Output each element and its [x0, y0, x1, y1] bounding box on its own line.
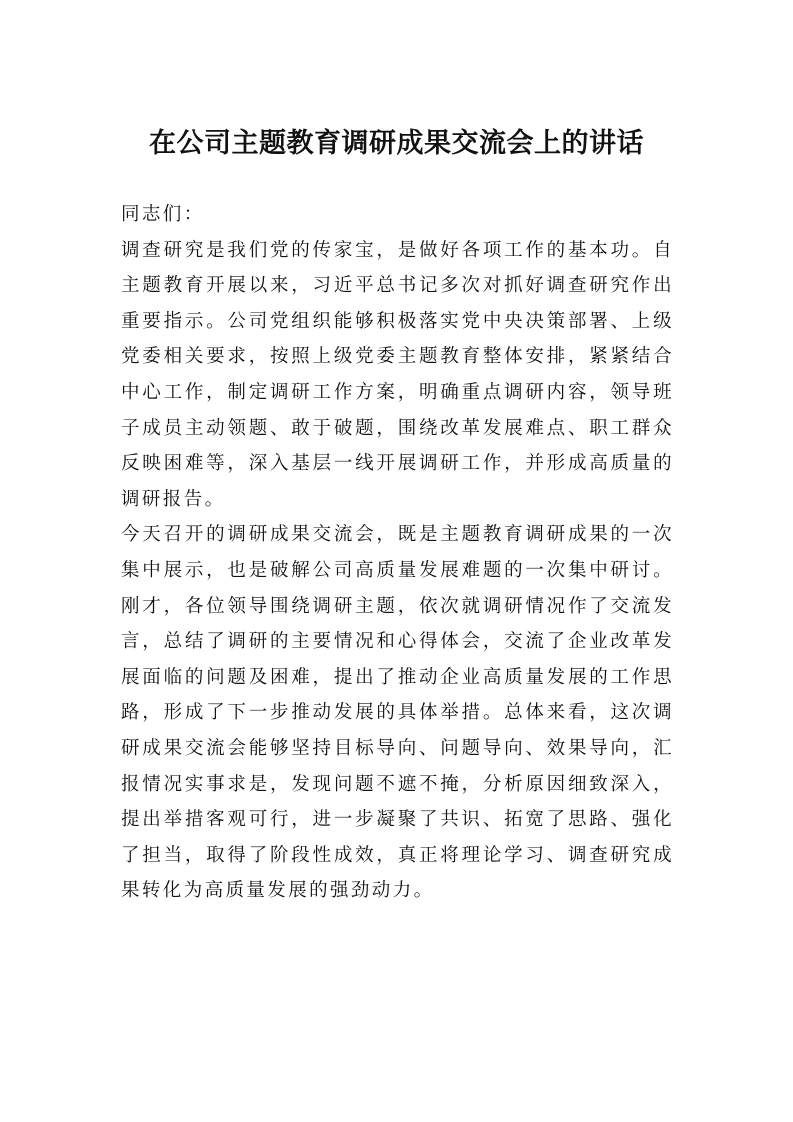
paragraph-1: 调查研究是我们党的传家宝，是做好各项工作的基本功。自主题教育开展以来，习近平总书记多次对抓好调查研究作出重要指示。公司党组织能够积极落实党中央决策部署、上级党委相关要求，按照上级党委主题教育整体安排，紧紧结合中心工作，制定调研工作方案，明确重点调研内容，领导班子成员主动领题、敢于破题，围绕改革发展难点、职工群众反映困难等，深入基层一线开展调研工作，并形成高质量的调研报告。: [121, 239, 674, 510]
salutation: 同志们：: [121, 204, 205, 225]
document-title: 在公司主题教育调研成果交流会上的讲话: [149, 128, 644, 159]
paragraph-2: 今天召开的调研成果交流会，既是主题教育调研成果的一次集中展示，也是破解公司高质量发展难题的一次集中研讨。刚才，各位领导围绕调研主题，依次就调研情况作了交流发言，总结了调研的主要情况和心得体会，交流了企业改革发展面临的问题及困难，提出了推动企业高质量发展的工作思路，形成了下一步推动发展的具体举措。总体来看，这次调研成果交流会能够坚持目标导向、问题导向、效果导向，汇报情况实事求是，发现问题不遮不掩，分析原因细致深入，提出举措客观可行，进一步凝聚了共识、拓宽了思路、强化了担当，取得了阶段性成效，真正将理论学习、调查研究成果转化为高质量发展的强劲动力。: [121, 524, 674, 902]
document-body: [121, 197, 674, 909]
